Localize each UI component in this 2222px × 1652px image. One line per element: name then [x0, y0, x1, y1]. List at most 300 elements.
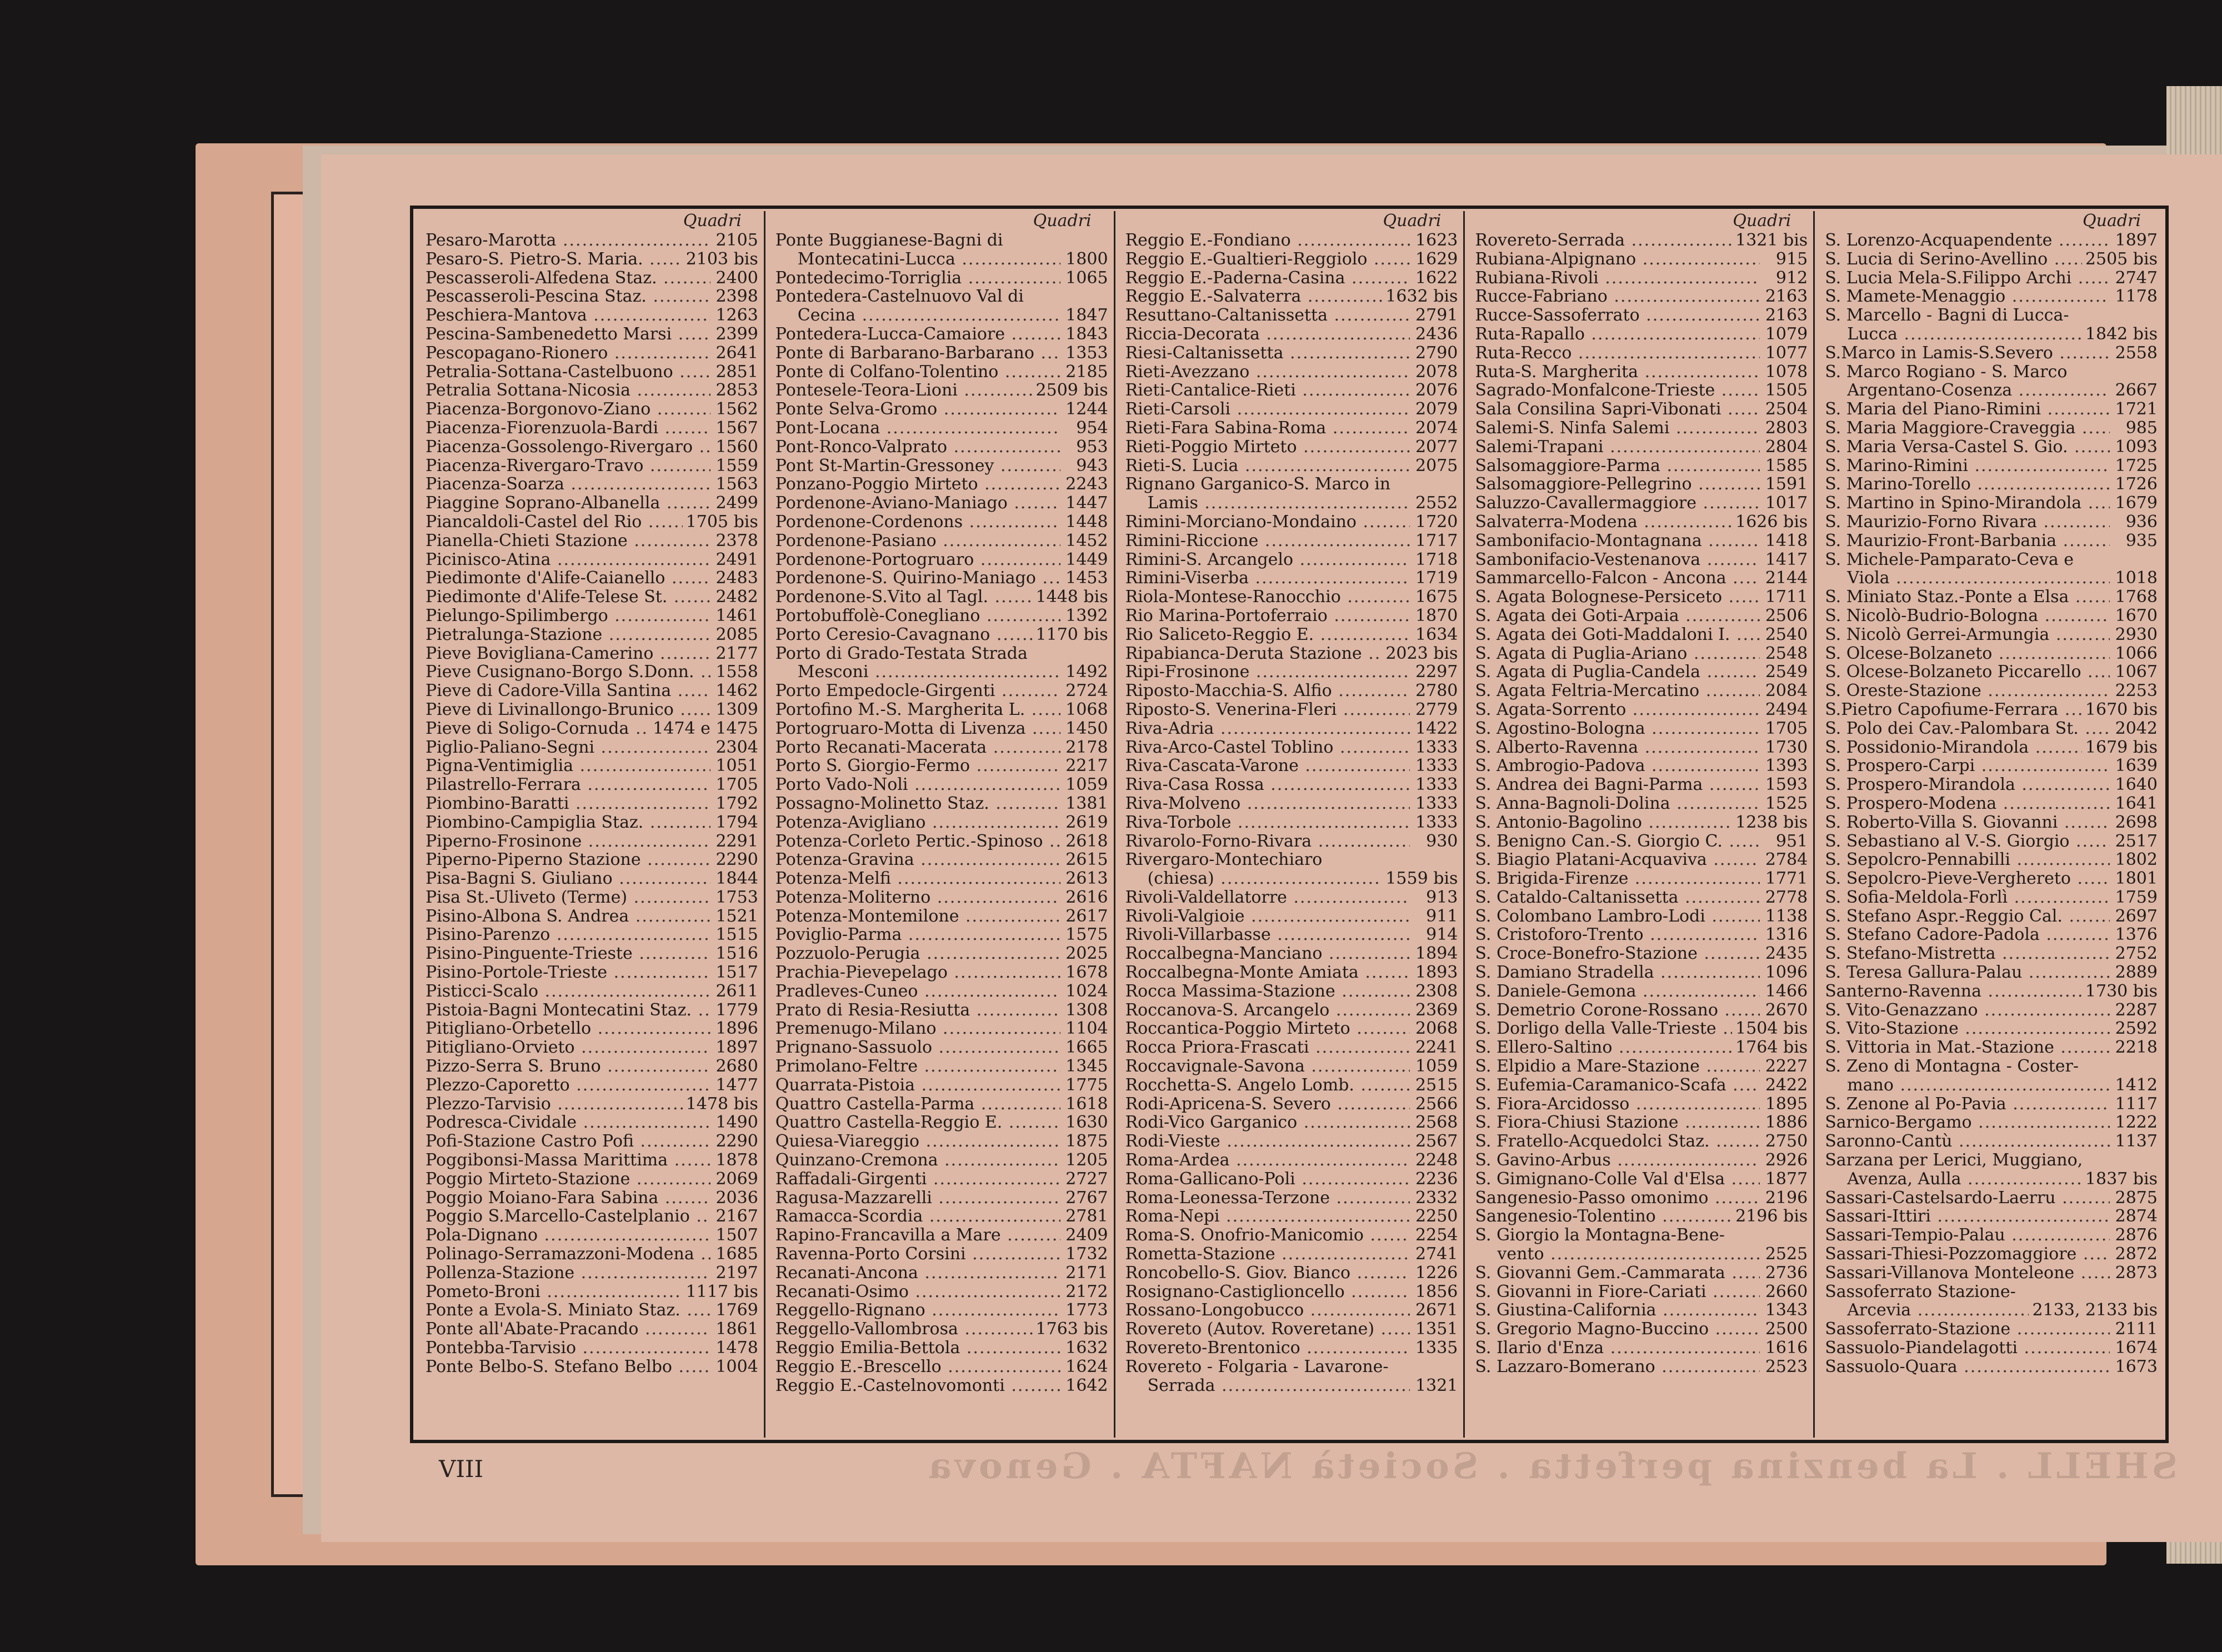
column-rows	[1475, 231, 1808, 1376]
route-name: Podresca-Cividale .....	[426, 1113, 710, 1132]
index-entry	[1825, 813, 2158, 832]
index-entry	[1475, 625, 1808, 644]
route-name: Rieti-Poggio Mirteto .....	[1125, 438, 1410, 457]
table-number: 1104	[1065, 1019, 1108, 1039]
index-entry	[1475, 888, 1808, 907]
route-name: Ponte a Evola-S. Miniato Staz. .....	[426, 1301, 710, 1320]
table-number: 1616	[1765, 1338, 1808, 1358]
route-name: Pisino-Pinguente-Trieste .....	[426, 944, 710, 963]
route-name: S. Stefano Aspr.-Reggio Cal. .....	[1825, 907, 2110, 926]
index-entry	[1825, 1339, 2158, 1358]
index-entry	[1825, 663, 2158, 682]
route-name: S. Cristoforo-Trento .....	[1475, 925, 1760, 944]
table-number: 1238 bis	[1735, 812, 1808, 832]
index-entry	[1475, 1095, 1808, 1114]
route-name: Riola-Montese-Ranocchio .....	[1125, 588, 1410, 607]
index-entry	[426, 963, 758, 982]
column-header: Quadri	[1033, 211, 1092, 231]
index-entry	[1125, 1226, 1458, 1245]
index-entry	[1825, 1226, 2158, 1245]
route-name: Pesaro-S. Pietro-S. Maria. .....	[426, 250, 683, 269]
route-name: Pola-Dignano .....	[426, 1226, 710, 1245]
index-entry	[1475, 907, 1808, 926]
index-entry	[426, 569, 758, 588]
route-name: S. Prospero-Mirandola .....	[1825, 775, 2110, 794]
index-column	[764, 211, 1114, 1438]
index-entry	[775, 1320, 1108, 1339]
index-entry	[1475, 700, 1808, 719]
table-number: 2077	[1415, 437, 1458, 457]
route-name: S. Giustina-California .....	[1475, 1301, 1760, 1320]
index-entry	[426, 700, 758, 719]
table-number: 1309	[715, 699, 758, 719]
index-entry	[775, 944, 1108, 963]
index-entry	[1125, 963, 1458, 982]
index-entry	[1125, 457, 1458, 475]
table-number: 2548	[1765, 643, 1808, 663]
index-entry	[775, 400, 1108, 419]
table-number: 2618	[1065, 831, 1108, 851]
index-entry	[1475, 325, 1808, 344]
table-number: 1630	[1065, 1113, 1108, 1133]
index-entry	[1475, 925, 1808, 944]
route-name: Poviglio-Parma .....	[775, 925, 1060, 944]
route-name: Rometta-Stazione .....	[1125, 1245, 1410, 1264]
table-number: 2163	[1765, 287, 1808, 307]
index-entry	[426, 532, 758, 550]
route-name: (chiesa) .....	[1125, 869, 1383, 888]
index-column	[1463, 211, 1813, 1438]
table-number: 2784	[1765, 850, 1808, 870]
table-number: 943	[1076, 455, 1108, 475]
index-entry	[1825, 532, 2158, 550]
route-name: Polinago-Serramazzoni-Modena .....	[426, 1245, 710, 1264]
index-entry	[426, 644, 758, 663]
route-name: Argentano-Cosenza .....	[1825, 381, 2110, 400]
index-entry	[426, 419, 758, 438]
table-number: 1673	[2115, 1356, 2158, 1376]
route-name: Riva-Arco-Castel Toblino .....	[1125, 738, 1410, 757]
route-name: Rubiana-Alpignano .....	[1475, 250, 1760, 269]
index-entry	[1125, 1301, 1458, 1320]
table-number: 1051	[715, 756, 758, 776]
route-name: Pilastrello-Ferrara .....	[426, 775, 710, 794]
table-number: 1316	[1765, 925, 1808, 945]
index-entry	[1825, 325, 2158, 344]
route-name: Riesi-Caltanissetta .....	[1125, 344, 1410, 363]
table-number: 1059	[1415, 1057, 1458, 1077]
table-number: 1717	[1415, 530, 1458, 550]
route-name: Santerno-Ravenna .....	[1825, 982, 2082, 1001]
table-number: 911	[1426, 906, 1458, 926]
table-number: 1392	[1065, 605, 1108, 625]
route-name: Portofino M.-S. Margherita L. .....	[775, 700, 1060, 719]
table-number: 2409	[1065, 1225, 1108, 1245]
table-number: 1452	[1065, 530, 1108, 550]
index-entry	[1475, 550, 1808, 569]
index-entry	[1125, 850, 1458, 869]
table-number: 2400	[715, 268, 758, 288]
table-number: 1675	[1415, 587, 1458, 607]
index-entry	[1825, 607, 2158, 625]
table-number: 1886	[1765, 1113, 1808, 1133]
route-name: Sammarcello-Falcon - Ancona .....	[1475, 569, 1760, 588]
route-name: S. Agata di Puglia-Ariano .....	[1475, 644, 1760, 663]
route-name: S. Teresa Gallura-Palau .....	[1825, 963, 2110, 982]
table-number: 1492	[1065, 662, 1108, 682]
index-entry	[775, 457, 1108, 475]
index-entry	[775, 344, 1108, 363]
route-name: Roma-Ardea .....	[1125, 1151, 1410, 1170]
table-number: 2171	[1065, 1263, 1108, 1283]
index-entry	[426, 1283, 758, 1301]
index-entry	[775, 325, 1108, 344]
index-entry	[775, 287, 1108, 306]
route-name: Porto Ceresio-Cavagnano .....	[775, 625, 1033, 644]
table-number: 2567	[1415, 1132, 1458, 1152]
table-number: 2552	[1415, 493, 1458, 513]
route-name: S. Oreste-Stazione .....	[1825, 682, 2110, 700]
table-number: 1450	[1065, 718, 1108, 738]
table-number: 1453	[1065, 568, 1108, 588]
route-name: Pietralunga-Stazione .....	[426, 625, 710, 644]
table-number: 1897	[715, 1038, 758, 1058]
route-name: Piombino-Baratti .....	[426, 794, 710, 813]
index-entry	[426, 682, 758, 700]
route-name: Sassari-Villanova Monteleone .....	[1825, 1264, 2110, 1283]
route-name: Ponte Belbo-S. Stefano Belbo .....	[426, 1358, 710, 1376]
table-number: 2767	[1065, 1188, 1108, 1208]
table-number: 2369	[1415, 1000, 1458, 1020]
route-name: Pisa-Bagni S. Giuliano .....	[426, 869, 710, 888]
table-number: 1004	[715, 1356, 758, 1376]
route-name: Roma-Gallicano-Poli .....	[1125, 1170, 1410, 1189]
table-number: 1875	[1065, 1132, 1108, 1152]
route-name: Riva-Cascata-Varone .....	[1125, 757, 1410, 775]
table-number: 1779	[715, 1000, 758, 1020]
route-name: Pieve di Soligo-Cornuda .....	[426, 719, 649, 738]
table-number: 1632 bis	[1385, 287, 1458, 307]
table-number: 1800	[1065, 249, 1108, 269]
index-entry	[426, 1057, 758, 1076]
index-entry	[1125, 475, 1458, 494]
route-name: S. Daniele-Gemona .....	[1475, 982, 1760, 1001]
index-entry	[775, 607, 1108, 625]
table-number: 1515	[715, 925, 758, 945]
table-number: 1449	[1065, 549, 1108, 569]
table-number: 2568	[1415, 1113, 1458, 1133]
index-entry	[1125, 1151, 1458, 1170]
route-name: Reggello-Rignano .....	[775, 1301, 1060, 1320]
index-entry	[426, 287, 758, 306]
route-name: Quarrata-Pistoia .....	[775, 1076, 1060, 1095]
table-number: 2641	[715, 343, 758, 363]
index-entry	[426, 400, 758, 419]
index-entry	[1475, 250, 1808, 269]
route-name: Portogruaro-Motta di Livenza .....	[775, 719, 1060, 738]
index-entry	[426, 794, 758, 813]
index-entry	[1825, 794, 2158, 813]
index-entry	[775, 1189, 1108, 1208]
index-entry	[1825, 475, 2158, 494]
route-name: S. Sepolcro-Pieve-Verghereto .....	[1825, 869, 2110, 888]
index-entry	[426, 588, 758, 607]
index-entry	[775, 569, 1108, 588]
table-number: 2236	[1415, 1169, 1458, 1189]
route-name: Ripabianca-Deruta Stazione .....	[1125, 644, 1383, 663]
route-name: Sassoferrato Stazione-	[1825, 1282, 2016, 1301]
table-number: 1665	[1065, 1038, 1108, 1058]
route-name: S. Anna-Bagnoli-Dolina .....	[1475, 794, 1760, 813]
route-name: Reggio Emilia-Bettola .....	[775, 1339, 1060, 1358]
table-number: 2023 bis	[1385, 643, 1458, 663]
index-entry	[1825, 1001, 2158, 1020]
route-name: Roccanova-S. Arcangelo .....	[1125, 1001, 1410, 1020]
route-name: S. Andrea dei Bagni-Parma .....	[1475, 775, 1760, 794]
index-entry	[1825, 363, 2158, 382]
table-number: 2558	[2115, 343, 2158, 363]
route-name: S. Marino-Rimini .....	[1825, 457, 2110, 475]
index-entry	[426, 925, 758, 944]
index-column	[416, 211, 764, 1438]
route-name: Recanati-Osimo .....	[775, 1283, 1060, 1301]
table-number: 1067	[2115, 662, 2158, 682]
table-number: 2523	[1765, 1356, 1808, 1376]
route-name: vento .....	[1475, 1245, 1760, 1264]
route-name: S. Agata dei Goti-Maddaloni I. .....	[1475, 625, 1760, 644]
table-number: 1771	[1765, 869, 1808, 889]
table-number: 1244	[1065, 399, 1108, 419]
table-number: 2851	[715, 362, 758, 382]
table-number: 1897	[2115, 231, 2158, 250]
route-name: Sangenesio-Passo omonimo .....	[1475, 1189, 1760, 1208]
table-number: 2178	[1065, 737, 1108, 757]
table-number: 1842 bis	[2085, 324, 2158, 344]
route-name: Sala Consilina Sapri-Vibonati .....	[1475, 400, 1760, 419]
route-name: Quattro Castella-Reggio E. .....	[775, 1113, 1060, 1132]
route-name: Rieti-Cantalice-Rieti .....	[1125, 381, 1410, 400]
route-name: Poggibonsi-Massa Marittima .....	[426, 1151, 710, 1170]
route-name: Sarnico-Bergamo .....	[1825, 1113, 2110, 1132]
index-entry	[426, 663, 758, 682]
route-name: Pigna-Ventimiglia .....	[426, 757, 710, 775]
index-entry	[1475, 287, 1808, 306]
table-number: 1623	[1415, 231, 1458, 250]
route-name: Potenza-Melfi .....	[775, 869, 1060, 888]
route-name: S. Fratello-Acquedolci Staz. .....	[1475, 1132, 1760, 1151]
index-entry	[426, 475, 758, 494]
table-number: 1059	[1065, 775, 1108, 795]
index-entry	[1475, 400, 1808, 419]
route-name: S. Mamete-Menaggio .....	[1825, 287, 2110, 306]
index-entry	[426, 1320, 758, 1339]
table-number: 1417	[1765, 549, 1808, 569]
table-number: 1321 bis	[1735, 231, 1808, 250]
route-name: S. Prospero-Modena .....	[1825, 794, 2110, 813]
index-entry	[426, 1207, 758, 1226]
route-name: S. Agata Bolognese-Persiceto .....	[1475, 588, 1760, 607]
table-number: 912	[1775, 268, 1808, 288]
table-number: 2724	[1065, 681, 1108, 701]
route-name: S. Vittoria in Mat.-Stazione .....	[1825, 1038, 2110, 1057]
route-name: Pisino-Albona S. Andrea .....	[426, 907, 710, 926]
table-number: 1861	[715, 1319, 758, 1339]
index-entry	[775, 1095, 1108, 1114]
route-name: S. Ilario d'Enza .....	[1475, 1339, 1760, 1358]
index-entry	[775, 363, 1108, 382]
index-entry	[775, 475, 1108, 494]
index-entry	[426, 982, 758, 1001]
route-name: Riva-Molveno .....	[1125, 794, 1410, 813]
route-name: Ragusa-Mazzarelli .....	[775, 1189, 1060, 1208]
table-number: 2304	[715, 737, 758, 757]
route-name: Rieti-S. Lucia .....	[1125, 457, 1410, 475]
table-number: 2398	[715, 287, 758, 307]
table-number: 1730	[1765, 737, 1808, 757]
route-name: Pontesele-Teora-Lioni .....	[775, 381, 1033, 400]
index-entry	[1125, 757, 1458, 775]
table-number: 2875	[2115, 1188, 2158, 1208]
index-entry	[426, 381, 758, 400]
table-number: 1725	[2115, 455, 2158, 475]
table-number: 1333	[1415, 756, 1458, 776]
table-number: 2778	[1765, 887, 1808, 907]
route-name: S. Lucia di Serino-Avellino .....	[1825, 250, 2082, 269]
route-name: Pradleves-Cuneo .....	[775, 982, 1060, 1001]
route-name: Ponte di Barbarano-Barbarano .....	[775, 344, 1060, 363]
table-number: 1641	[2115, 793, 2158, 813]
index-entry	[1125, 925, 1458, 944]
route-name: Piaggine Soprano-Albanella .....	[426, 494, 710, 513]
route-name: Portobuffolè-Conegliano .....	[775, 607, 1060, 625]
index-entry	[775, 1264, 1108, 1283]
table-number: 2491	[715, 549, 758, 569]
table-number: 2698	[2115, 812, 2158, 832]
index-entry	[1475, 832, 1808, 851]
route-name: Pometo-Broni .....	[426, 1283, 683, 1301]
index-entry	[1475, 1001, 1808, 1020]
index-entry	[775, 644, 1108, 663]
table-number: 2525	[1765, 1244, 1808, 1264]
table-number: 1732	[1065, 1244, 1108, 1264]
route-name: Porto di Grado-Testata Strada	[775, 644, 1028, 663]
index-entry	[1125, 1245, 1458, 1264]
index-entry	[775, 982, 1108, 1001]
index-entry	[1125, 1189, 1458, 1208]
index-entry	[1125, 794, 1458, 813]
table-number: 2515	[1415, 1075, 1458, 1095]
index-entry	[426, 269, 758, 288]
table-number: 936	[2125, 512, 2158, 532]
index-entry	[1825, 1076, 2158, 1095]
route-name: S. Giovanni in Fiore-Cariati .....	[1475, 1283, 1760, 1301]
route-name: Pordenone-S.Vito al Tagl. .....	[775, 588, 1033, 607]
route-name: Sangenesio-Tolentino .....	[1475, 1207, 1732, 1226]
table-number: 1222	[2115, 1113, 2158, 1133]
route-name: S. Fiora-Chiusi Stazione .....	[1475, 1113, 1760, 1132]
table-number: 2671	[1415, 1300, 1458, 1320]
index-entry	[1825, 1264, 2158, 1283]
table-number: 2790	[1415, 343, 1458, 363]
index-entry	[1825, 400, 2158, 419]
route-name: Rivergaro-Montechiaro	[1125, 850, 1323, 870]
route-name: Rimini-Morciano-Mondaino .....	[1125, 513, 1410, 532]
route-name: S. Vito-Stazione .....	[1825, 1019, 2110, 1038]
index-entry	[1825, 925, 2158, 944]
index-entry	[426, 850, 758, 869]
table-number: 935	[2125, 530, 2158, 550]
table-number: 2660	[1765, 1281, 1808, 1301]
route-name: Salsomaggiore-Pellegrino .....	[1475, 475, 1760, 494]
route-name: S. Biagio Platani-Acquaviva .....	[1475, 850, 1760, 869]
route-name: mano .....	[1825, 1076, 2110, 1095]
index-entry	[426, 250, 758, 269]
index-entry	[1125, 363, 1458, 382]
table-number: 1847	[1065, 306, 1108, 326]
table-number: 1837 bis	[2085, 1169, 2158, 1189]
table-number: 2494	[1765, 699, 1808, 719]
route-name: Mesconi .....	[775, 663, 1060, 682]
table-number: 1448	[1065, 512, 1108, 532]
table-number: 1718	[1415, 549, 1458, 569]
table-number: 2540	[1765, 624, 1808, 644]
route-name: Prachia-Pievepelago .....	[775, 963, 1060, 982]
index-entry	[1475, 682, 1808, 700]
table-number: 1679	[2115, 493, 2158, 513]
table-number: 2068	[1415, 1019, 1458, 1039]
index-entry	[1475, 944, 1808, 963]
index-entry	[1125, 588, 1458, 607]
index-entry	[1825, 569, 2158, 588]
route-name: Rucce-Sassoferrato .....	[1475, 306, 1760, 325]
index-entry	[775, 1132, 1108, 1151]
index-entry	[775, 1376, 1108, 1395]
index-entry	[1125, 625, 1458, 644]
index-entry	[1475, 513, 1808, 532]
route-name: Riccia-Decorata .....	[1125, 325, 1410, 344]
index-entry	[775, 1019, 1108, 1038]
page-number: VIII	[439, 1455, 484, 1483]
table-number: 2517	[2115, 831, 2158, 851]
route-name: Piacenza-Rivergaro-Travo .....	[426, 457, 710, 475]
index-entry	[775, 419, 1108, 438]
table-number: 2042	[2115, 718, 2158, 738]
table-number: 2163	[1765, 306, 1808, 326]
index-entry	[1475, 475, 1808, 494]
table-number: 951	[1775, 831, 1808, 851]
table-number: 1856	[1415, 1281, 1458, 1301]
route-name: S. Agata Feltria-Mercatino .....	[1475, 682, 1760, 700]
route-name: S. Giovanni Gem.-Cammarata .....	[1475, 1264, 1760, 1283]
index-entry	[1825, 757, 2158, 775]
route-name: Piacenza-Fiorenzuola-Bardi .....	[426, 419, 710, 438]
index-entry	[775, 1245, 1108, 1264]
table-number: 2566	[1415, 1094, 1458, 1114]
index-entry	[1125, 306, 1458, 325]
route-name: S. Elpidio a Mare-Stazione .....	[1475, 1057, 1760, 1076]
route-name: Rieti-Carsoli .....	[1125, 400, 1410, 419]
route-name: Rovereto-Brentonico .....	[1125, 1339, 1410, 1358]
table-number: 1333	[1415, 737, 1458, 757]
route-name: Rio Saliceto-Reggio E. .....	[1125, 625, 1410, 644]
route-name: Pistoia-Bagni Montecatini Staz. .....	[426, 1001, 710, 1020]
route-name: S. Nicolò Gerrei-Armungia .....	[1825, 625, 2110, 644]
route-name: Serrada .....	[1125, 1376, 1410, 1395]
route-name: Sassari-Thiesi-Pozzomaggiore .....	[1825, 1245, 2110, 1264]
route-name: Pordenone-Portogruaro .....	[775, 550, 1060, 569]
index-entry	[775, 869, 1108, 888]
index-entry	[775, 1207, 1108, 1226]
